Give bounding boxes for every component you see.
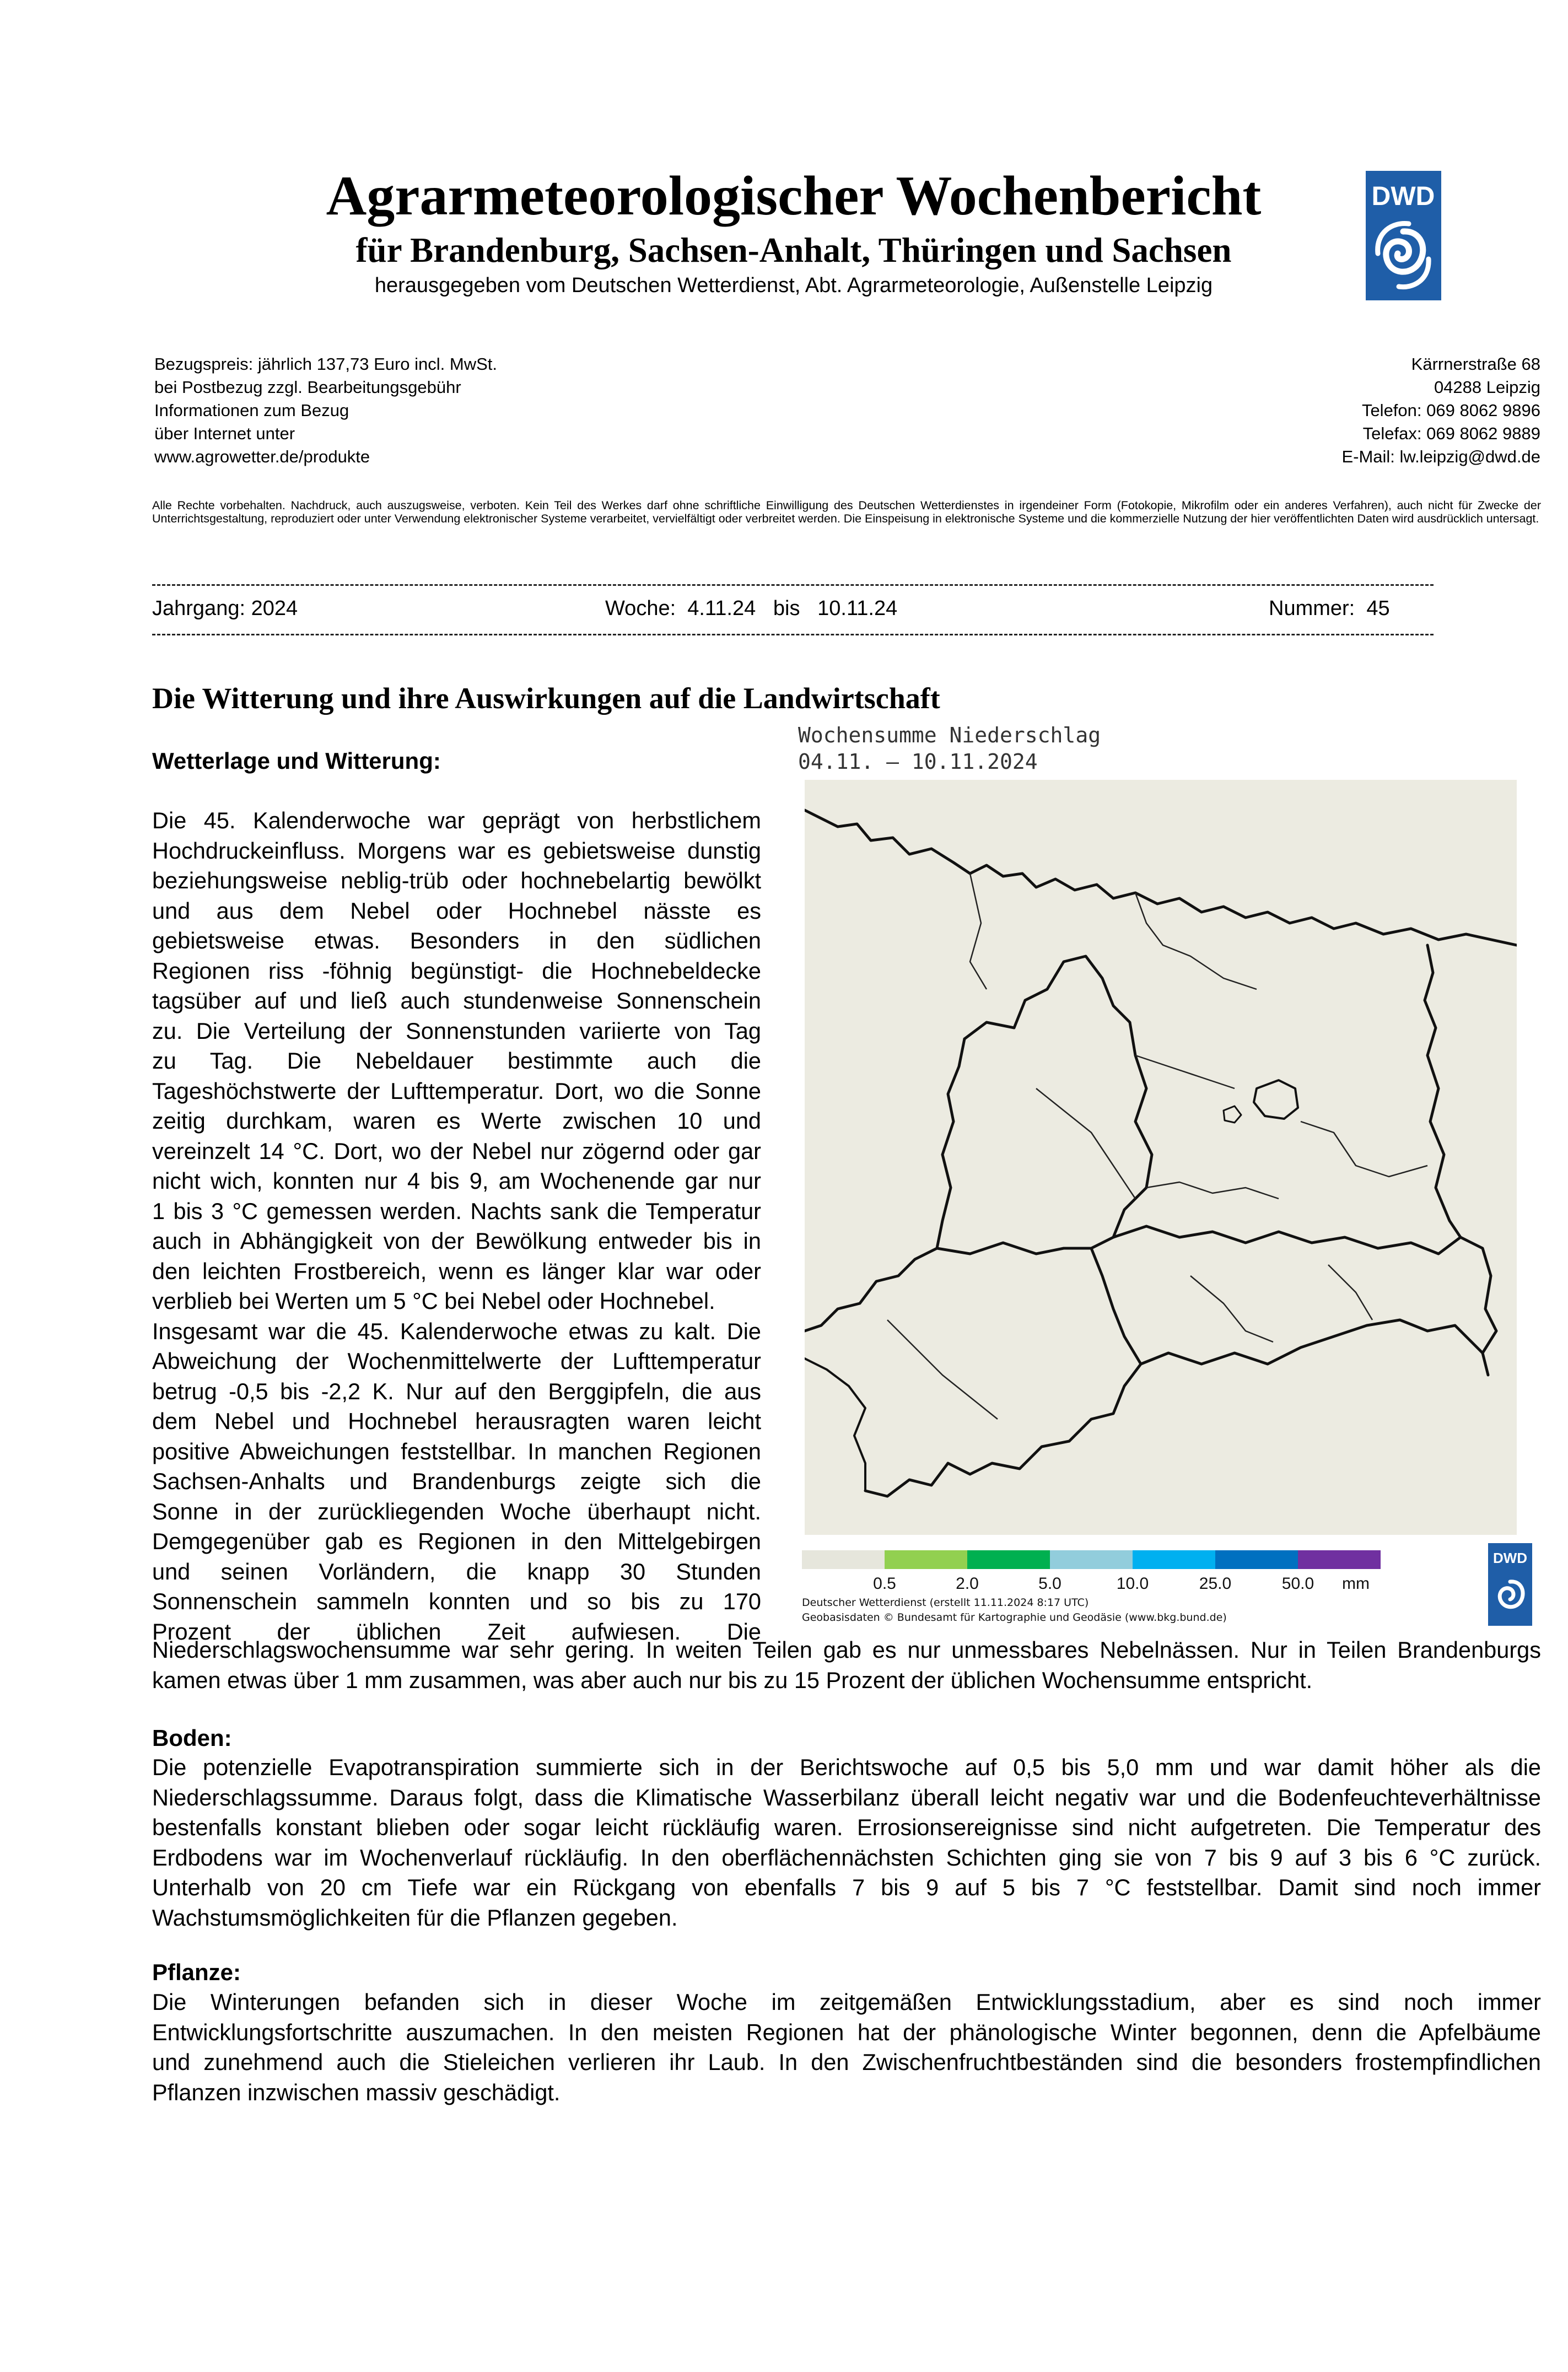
map-credit xyxy=(802,1595,1227,1625)
contact-street: Kärrnerstraße 68 xyxy=(1411,354,1540,374)
text-line: bestenfalls konstant blieben oder sogar leicht rückläufig waren. Errosionsereignisse sind nicht aufgetreten. Die Temperatur des xyxy=(152,1814,1541,1840)
text-line: zeitig durchkam, waren es Werte zwischen 10 und xyxy=(152,1108,761,1134)
text-line: Sachsen-Anhalts und Brandenburgs zeigte sich die xyxy=(152,1468,761,1494)
text-line: den leichten Frostbereich, wenn es länger klar war oder xyxy=(152,1258,761,1284)
wetterlage-heading: Wetterlage und Witterung: xyxy=(152,748,441,774)
map-date-range: 04.11. – 10.11.2024 xyxy=(798,750,1038,774)
text-line: Die Winterungen befanden sich in dieser Woche im zeitgemäßen Entwicklungsstadium, aber es sind noch immer xyxy=(152,1989,1541,2015)
subscription-link[interactable]: www.agrowetter.de/produkte xyxy=(154,447,370,466)
subscription-line: über Internet unter xyxy=(154,424,295,443)
text-line: gebietsweise etwas. Besonders in den südlichen xyxy=(152,928,761,953)
map-credit-line: Geobasisdaten © Bundesamt für Kartographie und Geodäsie (www.bkg.bund.de) xyxy=(802,1611,1227,1624)
text-line: und seinen Vorländern, die knapp 30 Stunden xyxy=(152,1558,761,1584)
legend-label: 10.0 xyxy=(1116,1575,1149,1590)
text-line: dem Nebel und Hochnebel herausragten waren leicht xyxy=(152,1408,761,1434)
rights-notice: Alle Rechte vorbehalten. Nachdruck, auch auszugsweise, verboten. Kein Teil des Werkes darf ohne schriftliche Einwilligung des Deutschen Wetterdienstes in irgendeiner Form (Fotokopie, Mikrofilm oder ein anderes Verfahren), auch nicht für Zwecke der Unterrichtsgestaltung, reproduziert oder unter Verwendung elektronischer Systeme verarbeitet, vervielfältigt oder verbreitet werden. Die Einspeisung in elektronische Systeme und die kommerzielle Nutzung der hier veröffentlichten Daten wird ausdrücklich untersagt. xyxy=(152,499,1541,525)
map-credit-line: Deutscher Wetterdienst (erstellt 11.11.2024 8:17 UTC) xyxy=(802,1597,1089,1609)
boden-text xyxy=(152,1753,1541,1933)
text-line: Prozent der üblichen Zeit aufwiesen. Die xyxy=(152,1618,761,1645)
legend-swatch xyxy=(967,1550,1050,1569)
jahrgang: Jahrgang: 2024 xyxy=(152,597,298,620)
section-title: Die Witterung und ihre Auswirkungen auf die Landwirtschaft xyxy=(152,682,940,715)
subscription-line: Bezugspreis: jährlich 137,73 Euro incl. MwSt. xyxy=(154,354,498,374)
text-line: Niederschlagssumme. Daraus folgt, dass die Klimatische Wasserbilanz überall leicht negativ war und die Bodenfeuchteverhältnisse xyxy=(152,1784,1541,1810)
legend-unit: mm xyxy=(1342,1575,1370,1590)
subscription-line: bei Postbezug zzgl. Bearbeitungsgebühr xyxy=(154,378,461,397)
precipitation-map xyxy=(805,780,1517,1535)
contact-fax: Telefax: 069 8062 9889 xyxy=(1362,424,1540,443)
subscription-line: Informationen zum Bezug xyxy=(154,401,349,420)
text-line: Regionen riss -föhnig begünstigt- die Hochnebeldecke xyxy=(152,957,761,984)
text-line: kamen etwas über 1 mm zusammen, was aber auch nur bis zu 15 Prozent der üblichen Wochensumme entspricht. xyxy=(152,1667,1313,1693)
contact-email[interactable]: E-Mail: lw.leipzig@dwd.de xyxy=(1341,447,1540,466)
text-line: Wachstumsmöglichkeiten für die Pflanzen gegeben. xyxy=(152,1904,678,1931)
text-line: Abweichung der Wochenmittelwerte der Lufttemperatur xyxy=(152,1348,761,1374)
text-line: Niederschlagswochensumme war sehr gering. In weiten Teilen gab es nur unmessbares Nebelnässen. Nur in Teilen Brandenburgs xyxy=(152,1637,1541,1663)
dwd-map-logo-text: DWD xyxy=(1492,1550,1528,1566)
legend-label: 2.0 xyxy=(956,1575,979,1590)
dwd-logo xyxy=(1366,171,1441,300)
subscription-info xyxy=(154,353,497,468)
text-line: 1 bis 3 °C gemessen werden. Nachts sank die Temperatur xyxy=(152,1198,761,1224)
pflanze-heading: Pflanze: xyxy=(152,1959,241,1985)
text-line: Erdbodens war im Wochenverlauf rückläufig. In den oberflächennächsten Schichten ging sie von 7 bis 9 auf 3 bis 6 °C zurück. xyxy=(152,1844,1541,1870)
dwd-logo-text: DWD xyxy=(1371,182,1435,211)
text-line: Unterhalb von 20 cm Tiefe war ein Rückgang von ebenfalls 7 bis 9 auf 5 bis 7 °C feststellbar. Damit sind noch immer xyxy=(152,1874,1541,1900)
legend-label: 0.5 xyxy=(873,1575,896,1590)
divider-bottom xyxy=(152,634,1434,635)
pflanze-text xyxy=(152,1987,1541,2107)
woche: Woche: 4.11.24 bis 10.11.24 xyxy=(605,597,898,620)
map-title xyxy=(798,722,1101,775)
map-title-line: Wochensumme Niederschlag xyxy=(798,723,1101,747)
issue-meta xyxy=(152,597,1403,624)
legend-swatch xyxy=(885,1550,967,1569)
text-line: Insgesamt war die 45. Kalenderwoche etwas zu kalt. Die xyxy=(152,1318,761,1344)
dwd-map-logo xyxy=(1488,1543,1532,1626)
legend-swatch xyxy=(1215,1550,1298,1569)
text-line: auch in Abhängigkeit von der Bewölkung entweder bis in xyxy=(152,1228,761,1254)
text-line: Sonnenschein sammeln konnten und so bis zu 170 xyxy=(152,1588,761,1614)
contact-info xyxy=(1102,353,1540,468)
legend-label: 50.0 xyxy=(1281,1575,1314,1590)
text-line: Sonne in der zurückliegenden Woche überhaupt nicht. xyxy=(152,1498,761,1524)
wetterlage-text xyxy=(152,806,761,1647)
nummer: Nummer: 45 xyxy=(1269,597,1390,620)
text-line: Demgegenüber gab es Regionen in den Mittelgebirgen xyxy=(152,1528,761,1554)
text-line: Hochdruckeinfluss. Morgens war es gebietsweise dunstig xyxy=(152,837,761,864)
precipitation-legend xyxy=(802,1540,1480,1590)
legend-swatch xyxy=(1133,1550,1215,1569)
boden-heading: Boden: xyxy=(152,1725,232,1751)
text-line: zu Tag. Die Nebeldauer bestimmte auch die xyxy=(152,1048,761,1074)
text-line: betrug -0,5 bis -2,2 K. Nur auf den Berggipfeln, die aus xyxy=(152,1378,761,1404)
legend-label: 5.0 xyxy=(1038,1575,1062,1590)
text-line: Tageshöchstwerte der Lufttemperatur. Dort, wo die Sonne xyxy=(152,1077,761,1104)
text-line: und aus dem Nebel oder Hochnebel nässte es xyxy=(152,897,761,924)
legend-label: 25.0 xyxy=(1199,1575,1232,1590)
text-line: vereinzelt 14 °C. Dort, wo der Nebel nur zögernd oder gar xyxy=(152,1138,761,1164)
text-line: positive Abweichungen feststellbar. In manchen Regionen xyxy=(152,1438,761,1464)
legend-swatch xyxy=(1050,1550,1133,1569)
publisher-line: herausgegeben vom Deutschen Wetterdienst, Abt. Agrarmeteorologie, Außenstelle Leipzig xyxy=(374,274,1213,297)
divider-top xyxy=(152,584,1434,586)
legend-swatch xyxy=(802,1550,885,1569)
legend-swatch xyxy=(1298,1550,1381,1569)
report-title: Agrarmeteorologischer Wochenbericht xyxy=(326,165,1262,227)
contact-phone: Telefon: 069 8062 9896 xyxy=(1361,401,1540,420)
map-background xyxy=(805,780,1517,1535)
text-line: verblieb bei Werten um 5 °C bei Nebel oder Hochnebel. xyxy=(152,1288,715,1314)
text-line: beziehungsweise neblig-trüb oder hochnebelartig bewölkt xyxy=(152,867,761,893)
text-line: zu. Die Verteilung der Sonnenstunden variierte von Tag xyxy=(152,1017,761,1044)
contact-city: 04288 Leipzig xyxy=(1434,378,1540,397)
text-line: Die potenzielle Evapotranspiration summierte sich in der Berichtswoche auf 0,5 bis 5,0 mm und war damit höher als die xyxy=(152,1754,1541,1780)
text-line: und zunehmend auch die Stieleichen verlieren ihr Laub. In den Zwischenfruchtbeständen sind die besonders frostempfindlichen xyxy=(152,2049,1541,2075)
report-subtitle: für Brandenburg, Sachsen-Anhalt, Thüringen und Sachsen xyxy=(355,231,1232,269)
wetterlage-text-continued xyxy=(152,1635,1541,1695)
text-line: tagsüber auf und ließ auch stundenweise Sonnenschein xyxy=(152,988,761,1014)
text-line: Entwicklungsfortschritte auszumachen. In den meisten Regionen hat der phänologische Winter begonnen, denn die Apfelbäume xyxy=(152,2019,1541,2045)
text-line: Pflanzen inzwischen massiv geschädigt. xyxy=(152,2079,561,2105)
text-line: nicht wich, konnten nur 4 bis 9, am Wochenende gar nur xyxy=(152,1168,761,1194)
text-line: Die 45. Kalenderwoche war geprägt von herbstlichem xyxy=(152,807,761,833)
